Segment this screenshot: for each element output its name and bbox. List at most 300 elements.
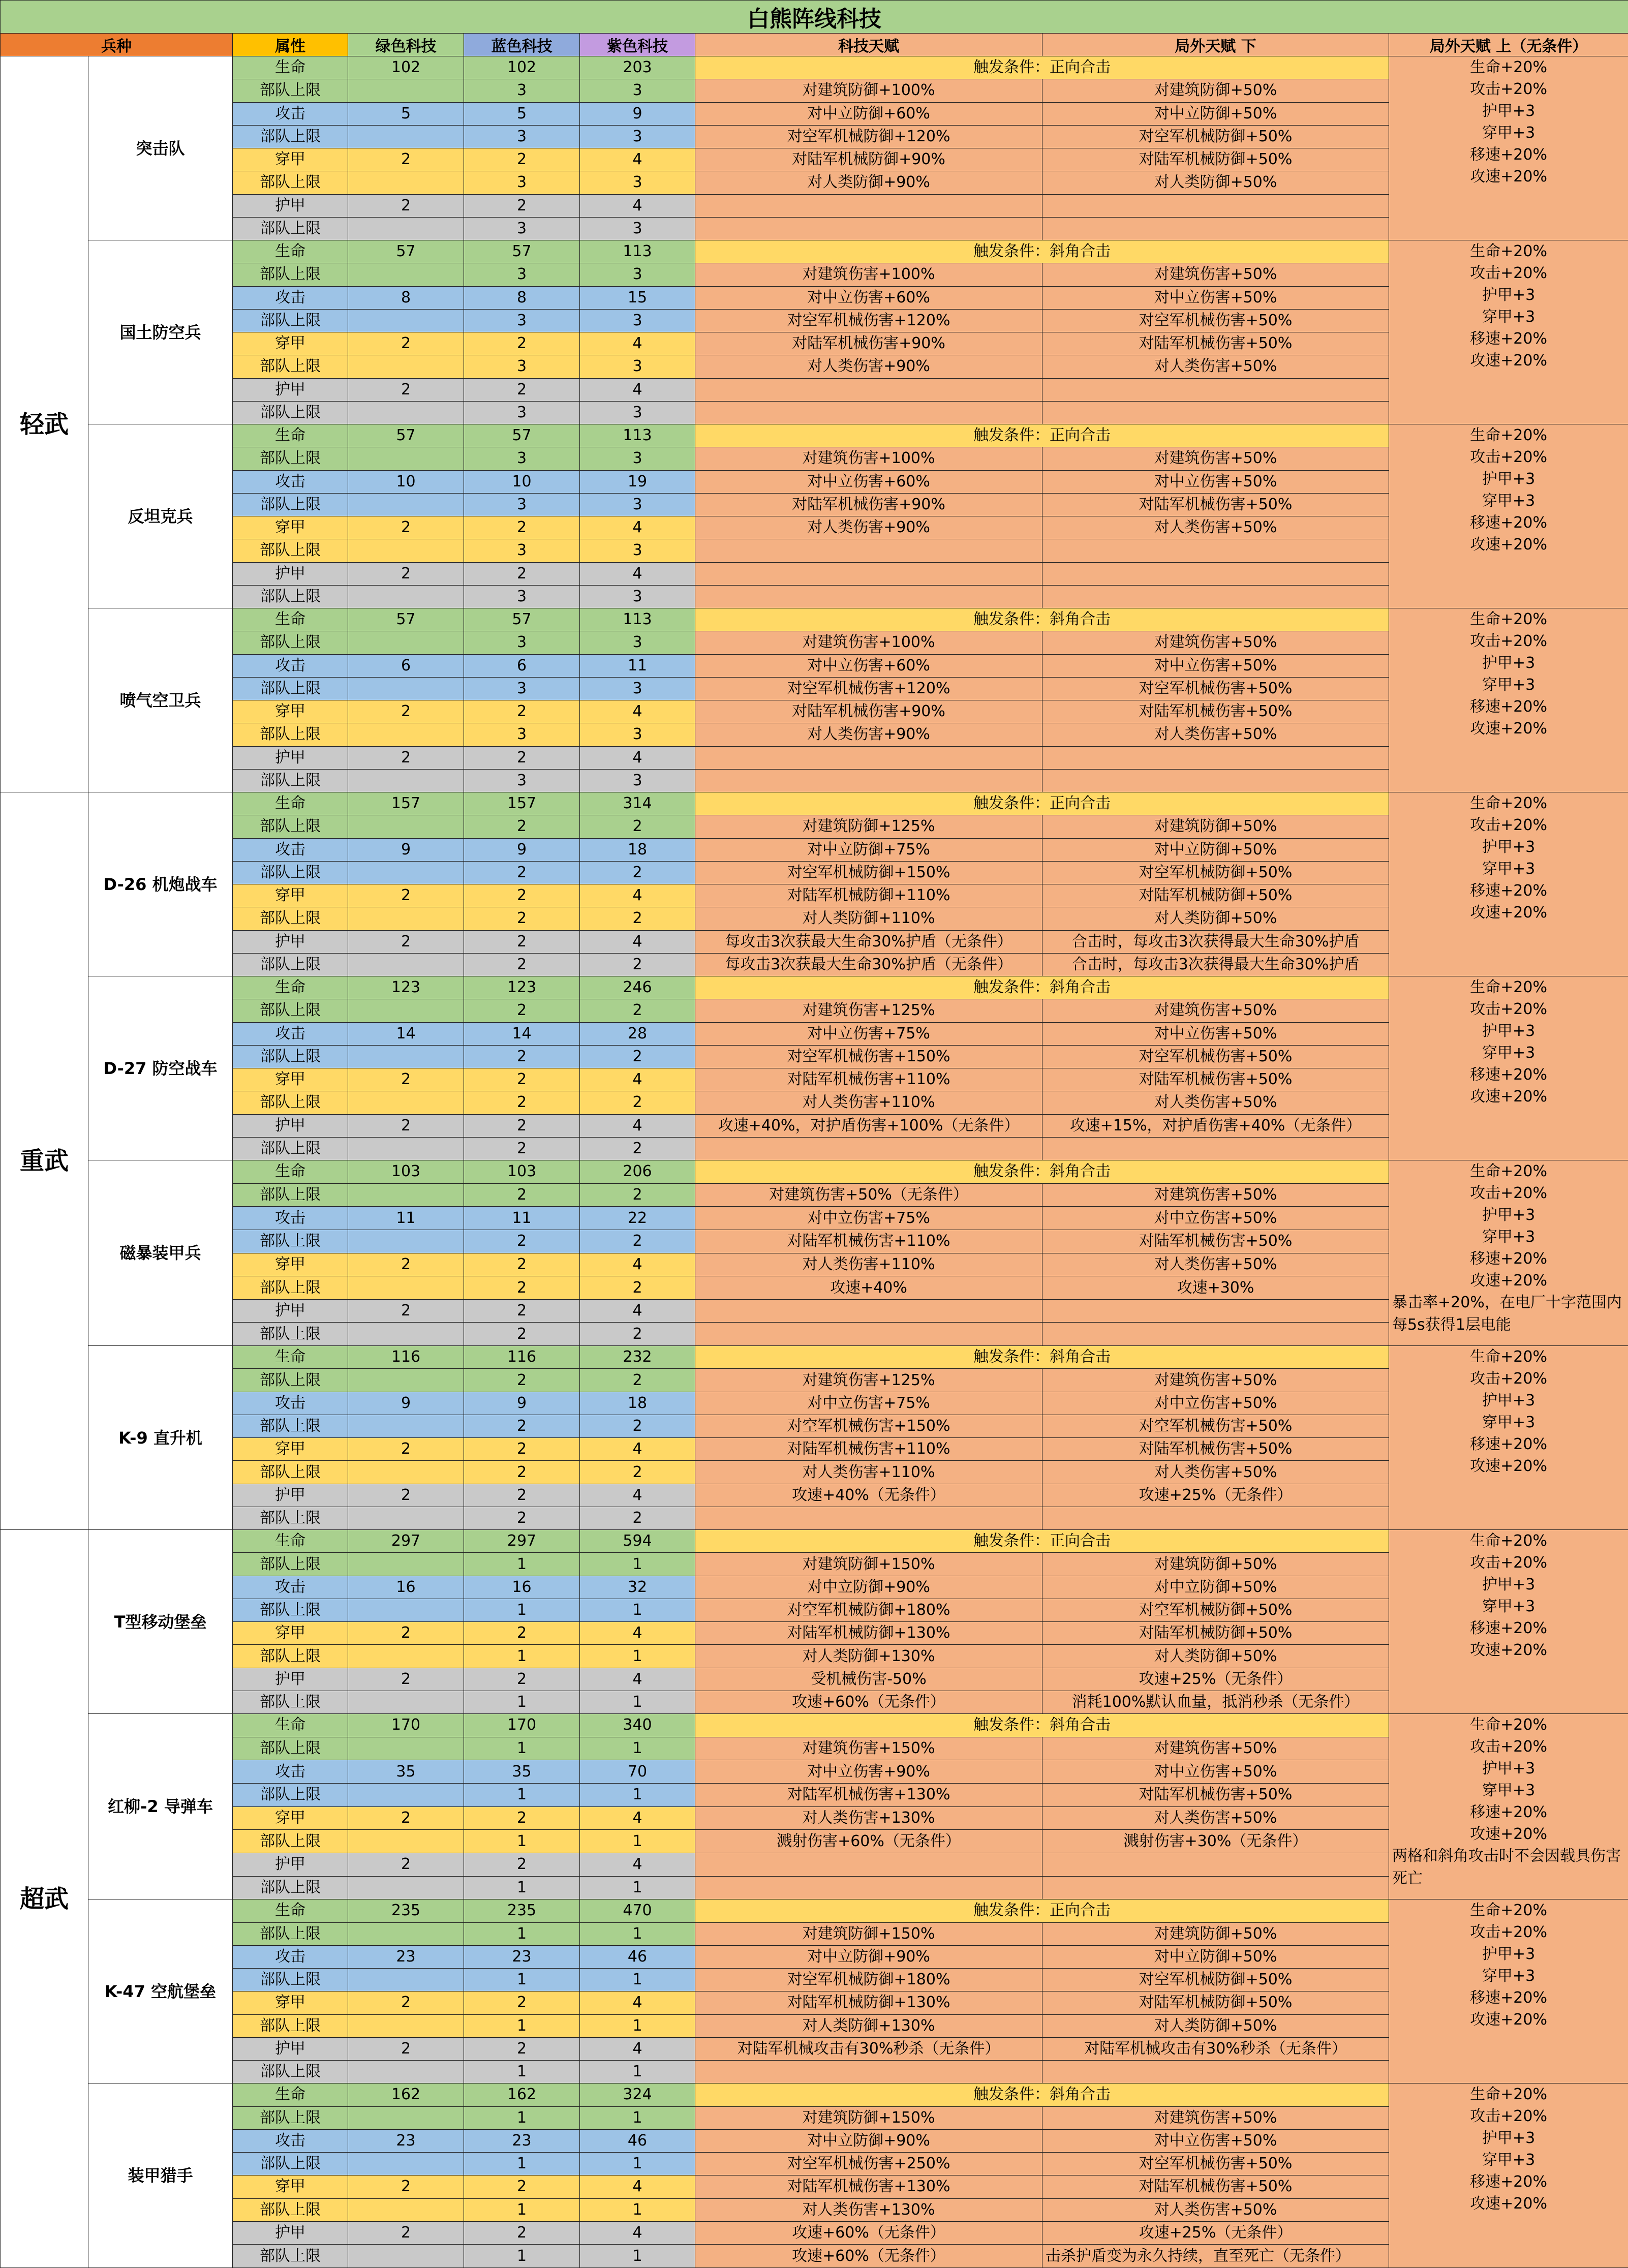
tech-value: 4: [580, 378, 695, 401]
attribute-label: 生命: [233, 1714, 348, 1737]
attribute-label: 部队上限: [233, 1230, 348, 1253]
tech-value: 9: [580, 102, 695, 125]
attribute-label: 部队上限: [233, 953, 348, 976]
tech-talent-item: 攻速+40%（无条件）: [695, 1484, 1042, 1507]
table-row: [1, 1253, 1628, 1276]
tech-value: 6: [464, 654, 580, 677]
outer-talent-low-item: 对陆军机械伤害+50%: [1042, 1068, 1389, 1091]
tech-talent-item: 对空军机械伤害+150%: [695, 1045, 1042, 1068]
outer-talent-low-item: 对建筑伤害+50%: [1042, 631, 1389, 654]
tech-value: 57: [464, 240, 580, 263]
tech-value: [348, 79, 464, 102]
attribute-label: 攻击: [233, 654, 348, 677]
table-row: [1, 1276, 1628, 1300]
attribute-label: 部队上限: [233, 355, 348, 378]
tech-value: 3: [580, 355, 695, 378]
tech-value: 2: [464, 1461, 580, 1484]
outer-talent-high: [1389, 1530, 1628, 1714]
tech-value: 2: [464, 999, 580, 1022]
outer-talent-low-item: 对陆军机械伤害+50%: [1042, 1230, 1389, 1253]
outer-high-item: 生命+20%: [1470, 58, 1547, 76]
tech-value: 2: [580, 1323, 695, 1346]
outer-high-item: 护甲+3: [1482, 470, 1535, 488]
tech-value: 1: [580, 2014, 695, 2037]
tech-value: 3: [580, 493, 695, 516]
tech-talent-item: [695, 2061, 1042, 2083]
table-row: [1, 217, 1628, 240]
tech-talent-item: 对陆军机械伤害+130%: [695, 2175, 1042, 2198]
outer-high-item: 攻击+20%: [1470, 1370, 1547, 1388]
tech-value: 2: [464, 1045, 580, 1068]
attribute-label: 部队上限: [233, 769, 348, 792]
outer-talent-low-item: 对人类伤害+50%: [1042, 1461, 1389, 1484]
table-row: [1, 2198, 1628, 2221]
header-unit-type: 兵种: [1, 34, 233, 56]
outer-talent-low-item: 对中立伤害+50%: [1042, 286, 1389, 309]
outer-talent-low-item: 对中立伤害+50%: [1042, 1207, 1389, 1230]
tech-talent-item: 对空军机械伤害+150%: [695, 1415, 1042, 1437]
tech-talent-item: 对陆军机械防御+130%: [695, 1622, 1042, 1645]
outer-talent-low-item: 对人类伤害+50%: [1042, 1091, 1389, 1114]
tech-value: 157: [348, 792, 464, 815]
tech-value: 3: [464, 309, 580, 332]
outer-talent-low-item: [1042, 1507, 1389, 1529]
outer-high-item: 穿甲+3: [1482, 1782, 1535, 1800]
outer-talent-low-item: [1042, 562, 1389, 585]
tech-talent-item: 对人类伤害+130%: [695, 2198, 1042, 2221]
tech-value: 4: [580, 194, 695, 217]
outer-talent-low-item: 攻速+15%，对护盾伤害+40%（无条件）: [1042, 1114, 1389, 1137]
table-row: [1, 677, 1628, 700]
tech-value: [348, 1323, 464, 1346]
outer-talent-low-item: 对陆军机械伤害+50%: [1042, 700, 1389, 723]
outer-high-item: 护甲+3: [1482, 102, 1535, 120]
outer-high-item: 攻击+20%: [1470, 264, 1547, 282]
tech-talent-item: [695, 1299, 1042, 1323]
outer-high-item: 移速+20%: [1470, 146, 1547, 164]
header-purple-tech: 紫色科技: [580, 34, 695, 56]
outer-talent-low-item: [1042, 746, 1389, 769]
table-row: [1, 1068, 1628, 1091]
tech-value: [348, 907, 464, 930]
unit-name: 红柳-2 导弹车: [88, 1714, 233, 1899]
tech-value: 4: [580, 1806, 695, 1830]
table-row: [1, 2037, 1628, 2060]
attribute-label: 护甲: [233, 562, 348, 585]
tech-value: 1: [464, 2153, 580, 2175]
outer-high-item: 攻击+20%: [1470, 80, 1547, 98]
outer-high-item: 穿甲+3: [1482, 1044, 1535, 1062]
outer-talent-low-item: 攻速+25%（无条件）: [1042, 2221, 1389, 2244]
outer-talent-low-item: [1042, 378, 1389, 401]
tech-value: 23: [464, 2129, 580, 2152]
outer-high-item: 护甲+3: [1482, 1206, 1535, 1224]
unit-name: D-26 机炮战车: [88, 792, 233, 976]
outer-talent-high: [1389, 1899, 1628, 2083]
tech-value: [348, 2106, 464, 2129]
outer-high-item: 移速+20%: [1470, 1803, 1547, 1822]
outer-high-item: 生命+20%: [1470, 794, 1547, 812]
tech-value: 2: [348, 2175, 464, 2198]
table-row: [1, 1461, 1628, 1484]
table-row: [1, 1853, 1628, 1876]
attribute-label: 生命: [233, 424, 348, 447]
tech-talent-item: 对空军机械伤害+120%: [695, 677, 1042, 700]
table-row: [1, 1091, 1628, 1114]
outer-talent-high: [1389, 976, 1628, 1160]
outer-talent-low-item: [1042, 1299, 1389, 1323]
tech-talent-item: [695, 1323, 1042, 1346]
tech-value: 4: [580, 148, 695, 171]
tech-value: 102: [464, 56, 580, 79]
outer-talent-high: [1389, 1714, 1628, 1899]
tech-talent-item: 对人类防御+110%: [695, 907, 1042, 930]
attribute-label: 部队上限: [233, 539, 348, 562]
tech-value: 2: [464, 332, 580, 355]
tech-value: 3: [464, 585, 580, 608]
outer-talent-low-item: 对空军机械防御+50%: [1042, 125, 1389, 148]
outer-talent-low-item: [1042, 2061, 1389, 2083]
table-row: [1, 309, 1628, 332]
tech-value: 2: [348, 1114, 464, 1137]
outer-talent-low-item: [1042, 1323, 1389, 1346]
table-row: [1, 447, 1628, 470]
trigger-condition: 触发条件：斜角合击: [695, 1714, 1389, 1737]
tech-value: [348, 815, 464, 838]
tech-talent-item: [695, 1137, 1042, 1160]
tech-value: 113: [580, 608, 695, 631]
attribute-label: 部队上限: [233, 217, 348, 240]
tech-value: 22: [580, 1207, 695, 1230]
tech-talent-item: 对人类伤害+90%: [695, 355, 1042, 378]
table-row: [1, 1484, 1628, 1507]
attribute-label: 部队上限: [233, 2153, 348, 2175]
attribute-label: 部队上限: [233, 1369, 348, 1392]
tech-value: 162: [348, 2083, 464, 2106]
trigger-condition: 触发条件：正向合击: [695, 1899, 1389, 1922]
unit-name: D-27 防空战车: [88, 976, 233, 1160]
tech-value: 1: [580, 1737, 695, 1760]
tech-value: [348, 171, 464, 194]
tech-talent-item: 对中立防御+75%: [695, 838, 1042, 861]
outer-talent-low-item: 对空军机械伤害+50%: [1042, 1045, 1389, 1068]
attribute-label: 部队上限: [233, 447, 348, 470]
attribute-label: 部队上限: [233, 1784, 348, 1807]
tech-talent-item: [695, 585, 1042, 608]
table-row: [1, 976, 1628, 999]
attribute-label: 部队上限: [233, 1276, 348, 1300]
tech-value: 1: [464, 2061, 580, 2083]
tech-talent-item: 对陆军机械防御+130%: [695, 1991, 1042, 2014]
outer-high-item: 移速+20%: [1470, 1989, 1547, 2007]
tech-value: [348, 1183, 464, 1207]
outer-talent-low-item: 对人类伤害+50%: [1042, 355, 1389, 378]
attribute-label: 穿甲: [233, 1068, 348, 1091]
outer-high-item: 移速+20%: [1470, 698, 1547, 716]
outer-talent-low-item: 对建筑防御+50%: [1042, 815, 1389, 838]
table-row: [1, 424, 1628, 447]
table-row: [1, 1645, 1628, 1668]
outer-high-item: 穿甲+3: [1482, 124, 1535, 142]
tech-value: [348, 2198, 464, 2221]
table-row: [1, 1830, 1628, 1853]
tech-value: 2: [464, 1415, 580, 1437]
table-row: [1, 1207, 1628, 1230]
tech-value: 1: [580, 1553, 695, 1576]
outer-talent-high: [1389, 1346, 1628, 1530]
attribute-label: 攻击: [233, 1392, 348, 1415]
tech-value: 2: [580, 1045, 695, 1068]
attribute-label: 护甲: [233, 2221, 348, 2244]
outer-high-item: 护甲+3: [1482, 1945, 1535, 1964]
outer-high-item: 穿甲+3: [1482, 308, 1535, 326]
table-row: [1, 1415, 1628, 1437]
outer-high-item: 穿甲+3: [1482, 676, 1535, 694]
outer-talent-low-item: 对中立伤害+50%: [1042, 2129, 1389, 2152]
tech-value: [348, 2014, 464, 2037]
table-row: [1, 148, 1628, 171]
table-row: [1, 1553, 1628, 1576]
tech-value: 2: [348, 516, 464, 539]
attribute-label: 部队上限: [233, 1553, 348, 1576]
tech-value: [348, 309, 464, 332]
outer-high-item: 穿甲+3: [1482, 492, 1535, 510]
tech-value: [348, 2061, 464, 2083]
tech-value: [348, 401, 464, 424]
outer-talent-high: [1389, 424, 1628, 608]
outer-high-item: 移速+20%: [1470, 1066, 1547, 1084]
outer-talent-low-item: 对空军机械伤害+50%: [1042, 2153, 1389, 2175]
tech-value: 2: [464, 1668, 580, 1691]
tech-talent-item: 对建筑防御+150%: [695, 1922, 1042, 1945]
tech-value: 57: [464, 424, 580, 447]
tech-value: 1: [464, 1645, 580, 1668]
attribute-label: 生命: [233, 1530, 348, 1553]
tech-value: 10: [348, 470, 464, 493]
tech-value: 2: [464, 378, 580, 401]
tech-talent-item: 对中立防御+90%: [695, 1576, 1042, 1599]
tech-talent-item: 对中立伤害+75%: [695, 1022, 1042, 1045]
tech-value: 2: [580, 1276, 695, 1300]
tech-talent-item: 对人类伤害+110%: [695, 1461, 1042, 1484]
outer-talent-low-item: 对中立防御+50%: [1042, 1945, 1389, 1968]
tech-value: 4: [580, 2175, 695, 2198]
attribute-label: 部队上限: [233, 1183, 348, 1207]
tech-value: 1: [580, 1691, 695, 1713]
tech-talent-item: 攻速+40%，对护盾伤害+100%（无条件）: [695, 1114, 1042, 1137]
tech-talent-item: 对建筑防御+100%: [695, 79, 1042, 102]
tech-value: 3: [464, 171, 580, 194]
tech-value: 3: [464, 79, 580, 102]
attribute-label: 攻击: [233, 1760, 348, 1784]
tech-value: 3: [464, 125, 580, 148]
tech-value: 2: [580, 861, 695, 884]
attribute-label: 部队上限: [233, 263, 348, 286]
tech-talent-item: 对中立伤害+90%: [695, 1760, 1042, 1784]
tech-value: [348, 1507, 464, 1529]
tech-value: 19: [580, 470, 695, 493]
tech-value: 123: [464, 976, 580, 999]
tech-value: 2: [464, 2175, 580, 2198]
attribute-label: 攻击: [233, 1576, 348, 1599]
tech-talent-item: 对人类伤害+130%: [695, 1806, 1042, 1830]
tech-value: 57: [348, 608, 464, 631]
header-attribute: 属性: [233, 34, 348, 56]
outer-high-item: 移速+20%: [1470, 2173, 1547, 2191]
outer-high-item: 护甲+3: [1482, 1022, 1535, 1040]
tech-value: 3: [580, 401, 695, 424]
outer-talent-low-item: 对陆军机械防御+50%: [1042, 1622, 1389, 1645]
table-row: [1, 2106, 1628, 2129]
tech-value: 15: [580, 286, 695, 309]
tech-value: 2: [464, 1299, 580, 1323]
tech-talent-item: 对空军机械防御+180%: [695, 1969, 1042, 1991]
table-row: [1, 2129, 1628, 2152]
outer-high-item: 攻击+20%: [1470, 1000, 1547, 1018]
tech-value: [348, 1922, 464, 1945]
header-blue-tech: 蓝色科技: [464, 34, 580, 56]
table-row: [1, 746, 1628, 769]
tech-value: 162: [464, 2083, 580, 2106]
attribute-label: 攻击: [233, 1945, 348, 1968]
attribute-label: 穿甲: [233, 1622, 348, 1645]
tech-value: 57: [464, 608, 580, 631]
tech-value: 3: [580, 769, 695, 792]
attribute-label: 部队上限: [233, 861, 348, 884]
tech-value: 2: [348, 1622, 464, 1645]
tech-value: 170: [464, 1714, 580, 1737]
outer-talent-low-item: 对建筑伤害+50%: [1042, 999, 1389, 1022]
tech-value: 1: [580, 2198, 695, 2221]
tech-value: 102: [348, 56, 464, 79]
outer-talent-low-item: 对建筑伤害+50%: [1042, 447, 1389, 470]
unit-name: K-47 空航堡垒: [88, 1899, 233, 2083]
tech-value: 2: [348, 1806, 464, 1830]
outer-talent-low-item: 对空军机械伤害+50%: [1042, 1415, 1389, 1437]
tech-value: 18: [580, 1392, 695, 1415]
attribute-label: 部队上限: [233, 171, 348, 194]
outer-talent-low-item: 对中立防御+50%: [1042, 102, 1389, 125]
outer-talent-high: [1389, 56, 1628, 240]
table-row: [1, 355, 1628, 378]
attribute-label: 护甲: [233, 194, 348, 217]
attribute-label: 生命: [233, 1346, 348, 1369]
tech-value: 1: [580, 1830, 695, 1853]
outer-talent-low-item: 对人类伤害+50%: [1042, 1806, 1389, 1830]
tech-value: 2: [348, 148, 464, 171]
tech-talent-item: 受机械伤害-50%: [695, 1668, 1042, 1691]
outer-talent-low-item: [1042, 1876, 1389, 1899]
tech-value: 2: [464, 1068, 580, 1091]
attribute-label: 攻击: [233, 1022, 348, 1045]
attribute-label: 部队上限: [233, 2061, 348, 2083]
trigger-condition: 触发条件：斜角合击: [695, 1160, 1389, 1184]
tech-value: 3: [464, 493, 580, 516]
tech-value: [348, 355, 464, 378]
trigger-condition: 触发条件：斜角合击: [695, 608, 1389, 631]
outer-talent-low-item: 消耗100%默认血量，抵消秒杀（无条件）: [1042, 1691, 1389, 1713]
attribute-label: 穿甲: [233, 1806, 348, 1830]
table-row: [1, 608, 1628, 631]
tech-talent-item: [695, 194, 1042, 217]
tech-value: 1: [464, 1876, 580, 1899]
tech-talent-item: 对空军机械伤害+120%: [695, 309, 1042, 332]
table-row: [1, 1323, 1628, 1346]
tech-value: 3: [580, 263, 695, 286]
tech-value: 3: [464, 631, 580, 654]
tech-value: 235: [464, 1899, 580, 1922]
outer-high-item: 攻速+20%: [1470, 536, 1547, 554]
outer-high-item: 攻击+20%: [1470, 448, 1547, 466]
tech-talent-item: 攻速+60%（无条件）: [695, 2245, 1042, 2268]
tech-value: 297: [464, 1530, 580, 1553]
attribute-label: 部队上限: [233, 125, 348, 148]
tech-value: 2: [348, 2037, 464, 2060]
outer-high-item: 攻速+20%: [1470, 1457, 1547, 1476]
outer-high-item: 穿甲+3: [1482, 1967, 1535, 1985]
table-row: [1, 1346, 1628, 1369]
outer-high-item: 生命+20%: [1470, 242, 1547, 260]
attribute-label: 生命: [233, 2083, 348, 2106]
attribute-label: 部队上限: [233, 999, 348, 1022]
table-row: [1, 378, 1628, 401]
attribute-label: 部队上限: [233, 2198, 348, 2221]
table-row: [1, 102, 1628, 125]
outer-talent-low-item: 对陆军机械伤害+50%: [1042, 332, 1389, 355]
tech-value: 4: [580, 700, 695, 723]
tech-value: [348, 1599, 464, 1621]
attribute-label: 部队上限: [233, 1969, 348, 1991]
unit-name: T型移动堡垒: [88, 1530, 233, 1714]
attribute-label: 部队上限: [233, 1737, 348, 1760]
outer-high-item: 移速+20%: [1470, 1250, 1547, 1268]
attribute-label: 穿甲: [233, 884, 348, 907]
outer-high-item: 护甲+3: [1482, 1760, 1535, 1778]
header-outer-talent-high: 局外天赋 上（无条件）: [1389, 34, 1628, 56]
tech-talent-item: 对建筑伤害+50%（无条件）: [695, 1183, 1042, 1207]
outer-high-item: 攻速+20%: [1470, 168, 1547, 186]
tech-value: [348, 723, 464, 746]
tech-value: 46: [580, 1945, 695, 1968]
tech-value: 18: [580, 838, 695, 861]
outer-talent-low-item: 对陆军机械伤害+50%: [1042, 493, 1389, 516]
outer-talent-low-item: 对建筑伤害+50%: [1042, 2106, 1389, 2129]
tech-value: 113: [580, 240, 695, 263]
tech-talent-item: [695, 1853, 1042, 1876]
outer-talent-low-item: 对空军机械防御+50%: [1042, 1599, 1389, 1621]
tech-talent-item: 对中立伤害+60%: [695, 470, 1042, 493]
tech-value: 1: [464, 2106, 580, 2129]
attribute-label: 部队上限: [233, 1461, 348, 1484]
tech-value: 113: [580, 424, 695, 447]
tech-value: 2: [464, 1484, 580, 1507]
tech-value: [348, 125, 464, 148]
attribute-label: 护甲: [233, 746, 348, 769]
tech-talent-item: [695, 769, 1042, 792]
outer-high-item: 穿甲+3: [1482, 1414, 1535, 1432]
outer-talent-low-item: 对陆军机械伤害+50%: [1042, 2175, 1389, 2198]
outer-talent-low-item: 对人类伤害+50%: [1042, 516, 1389, 539]
outer-talent-low-item: 对中立伤害+50%: [1042, 470, 1389, 493]
outer-talent-low-item: 对中立防御+50%: [1042, 1576, 1389, 1599]
attribute-label: 攻击: [233, 286, 348, 309]
tech-talent-item: [695, 562, 1042, 585]
outer-talent-low-item: [1042, 585, 1389, 608]
table-row: [1, 2061, 1628, 2083]
outer-talent-low-item: 击杀护盾变为永久持续，直至死亡（无条件）: [1042, 2245, 1389, 2268]
tech-value: 3: [580, 539, 695, 562]
tech-value: 170: [348, 1714, 464, 1737]
